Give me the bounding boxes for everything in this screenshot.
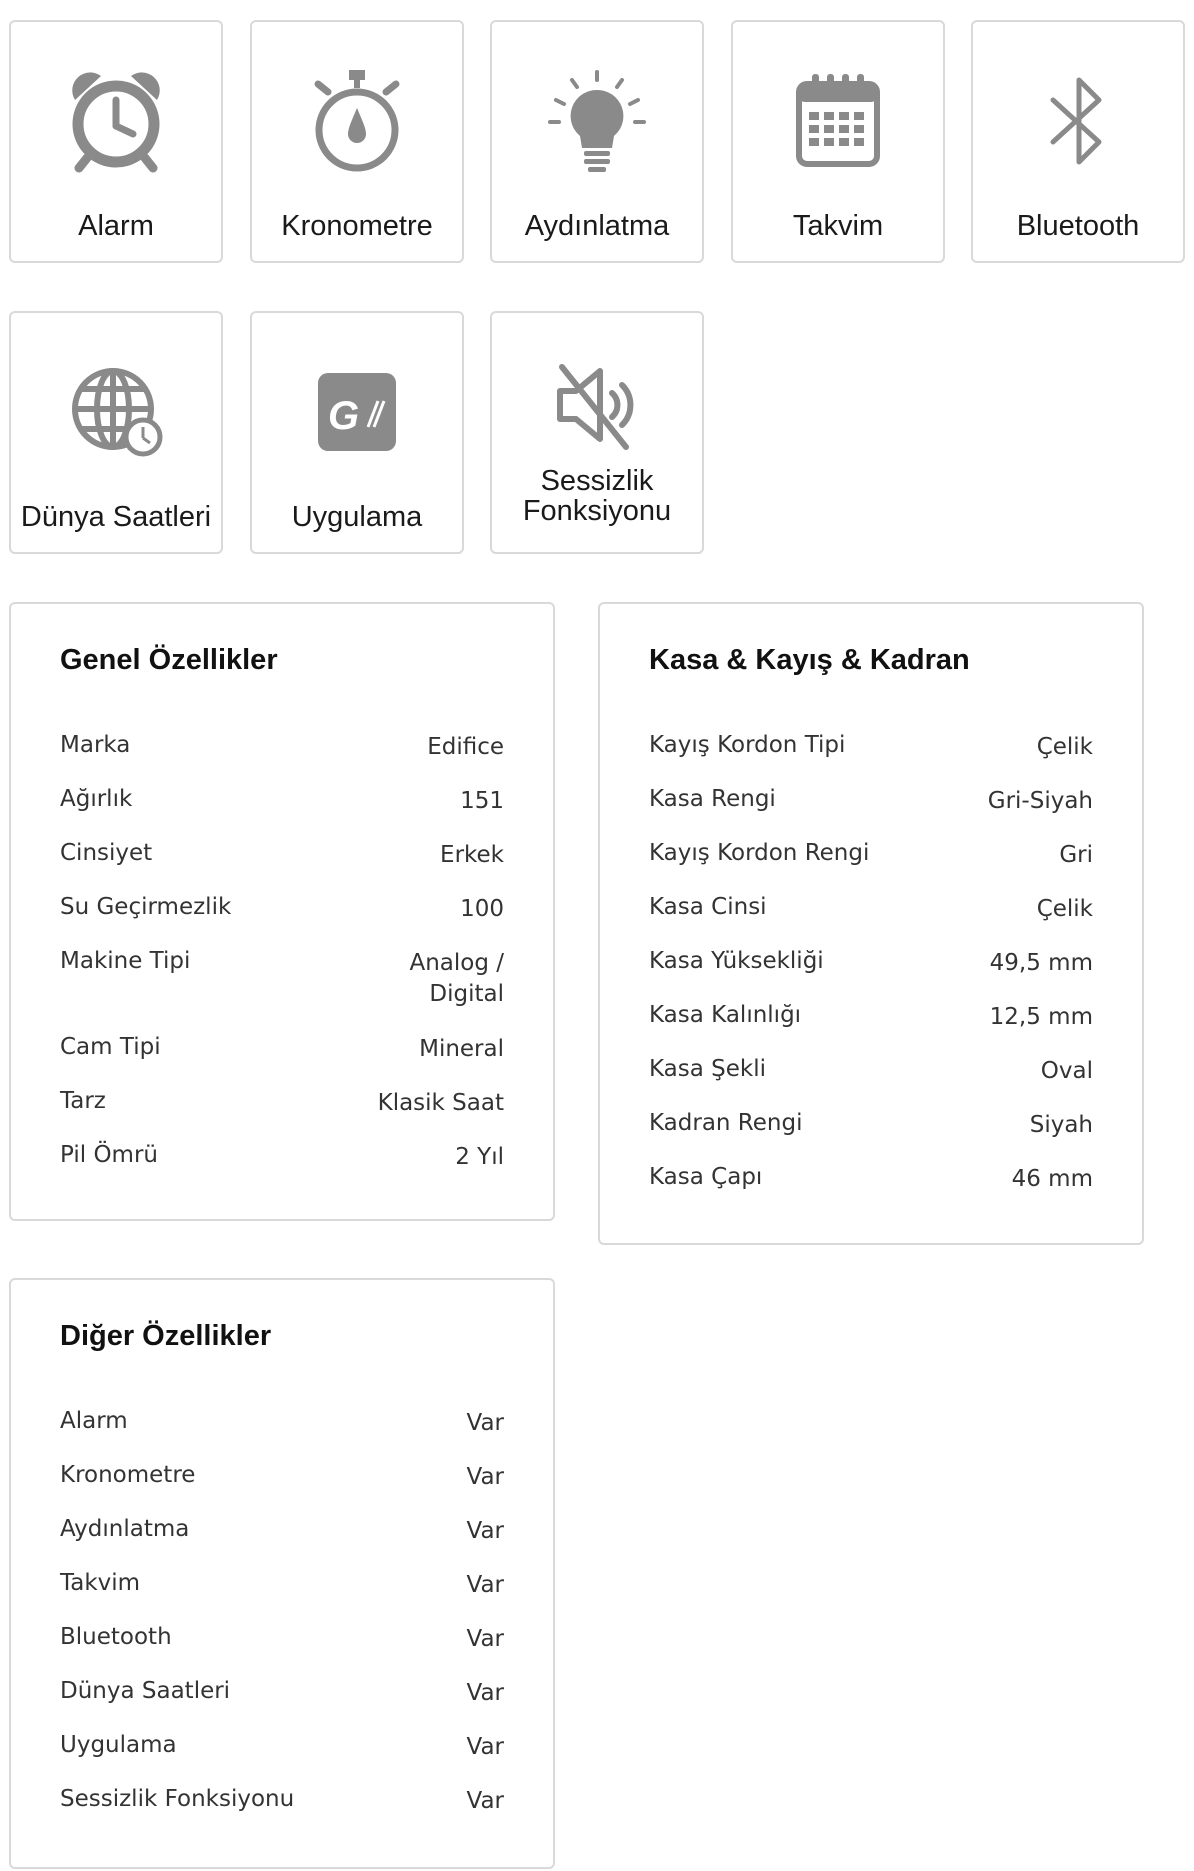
spec-key: Kasa Cinsi [649,894,767,920]
other-specs-card [9,1278,555,1869]
spec-key: Ağırlık [60,786,133,812]
spec-value: Var [466,1680,504,1706]
feature-label: Kronometre [281,210,433,242]
spec-value: Var [466,1518,504,1544]
feature-tile-alarm[interactable] [9,20,223,263]
spec-value: 12,5 mm [989,1004,1093,1030]
spec-key: Uygulama [60,1732,177,1758]
spec-value: Çelik [1036,896,1093,922]
spec-key: Kasa Şekli [649,1056,767,1082]
spec-key: Cinsiyet [60,840,153,866]
spec-key: Bluetooth [60,1624,172,1650]
spec-value: Erkek [440,842,504,868]
card-title: Genel Özellikler [60,644,278,676]
feature-label: Aydınlatma [524,210,670,242]
spec-value: 2 Yıl [455,1144,504,1170]
spec-value: Mineral [419,1036,504,1062]
spec-value: Var [466,1410,504,1436]
spec-value: Gri [1059,842,1093,868]
spec-key: Su Geçirmezlik [60,894,232,920]
g-app-icon [302,357,412,467]
feature-tile-uygulama[interactable] [250,311,464,554]
spec-key: Tarz [60,1088,106,1114]
spec-value: Var [466,1464,504,1490]
spec-value: Siyah [1029,1112,1093,1138]
spec-key: Aydınlatma [60,1516,190,1542]
spec-key: Kayış Kordon Rengi [649,840,870,866]
spec-key: Alarm [60,1408,128,1434]
light-bulb-icon [542,66,652,176]
general-specs-card [9,602,555,1221]
spec-key: Marka [60,732,131,758]
spec-value: 49,5 mm [989,950,1093,976]
svg-text:G: G [328,394,360,438]
feature-label: Sessizlik Fonksiyonu [522,465,672,527]
spec-value: Var [466,1788,504,1814]
stopwatch-icon [302,66,412,176]
calendar-icon [783,66,893,176]
spec-value: 100 [460,896,504,922]
mute-speaker-icon [542,351,652,461]
spec-value: Var [466,1626,504,1652]
spec-value: Oval [1040,1058,1093,1084]
spec-value: Edifice [427,734,504,760]
feature-label: Alarm [78,210,154,242]
alarm-clock-icon [61,66,171,176]
feature-tile-sessizlik[interactable] [490,311,704,554]
card-title: Kasa & Kayış & Kadran [649,644,970,676]
spec-value: Var [466,1572,504,1598]
spec-key: Kasa Yüksekliği [649,948,824,974]
spec-value: Analog / Digital [409,950,504,1007]
spec-value: Klasik Saat [377,1090,504,1116]
spec-value: Gri-Siyah [987,788,1093,814]
feature-tile-aydinlatma[interactable] [490,20,704,263]
spec-key: Pil Ömrü [60,1142,158,1168]
feature-label: Dünya Saatleri [20,501,212,533]
spec-key: Kasa Rengi [649,786,776,812]
spec-key: Cam Tipi [60,1034,161,1060]
feature-tile-bluetooth[interactable] [971,20,1185,263]
spec-key: Sessizlik Fonksiyonu [60,1786,295,1812]
spec-key: Takvim [60,1570,141,1596]
spec-value: Var [466,1734,504,1760]
spec-key: Kadran Rengi [649,1110,803,1136]
feature-label: Bluetooth [1016,210,1140,242]
feature-label: Takvim [792,210,884,242]
globe-clock-icon [61,357,171,467]
feature-tile-dunya-saatleri[interactable] [9,311,223,554]
feature-label: Uygulama [291,501,423,533]
spec-key: Makine Tipi [60,948,191,974]
feature-tile-takvim[interactable] [731,20,945,263]
spec-key: Kasa Çapı [649,1164,763,1190]
spec-value: 151 [460,788,504,814]
case-specs-card [598,602,1144,1245]
feature-tile-kronometre[interactable] [250,20,464,263]
spec-key: Kronometre [60,1462,196,1488]
spec-key: Kayış Kordon Tipi [649,732,846,758]
spec-key: Kasa Kalınlığı [649,1002,802,1028]
bluetooth-icon [1023,66,1133,176]
spec-value: 46 mm [1011,1166,1093,1192]
spec-value: Çelik [1036,734,1093,760]
card-title: Diğer Özellikler [60,1320,272,1352]
spec-key: Dünya Saatleri [60,1678,231,1704]
